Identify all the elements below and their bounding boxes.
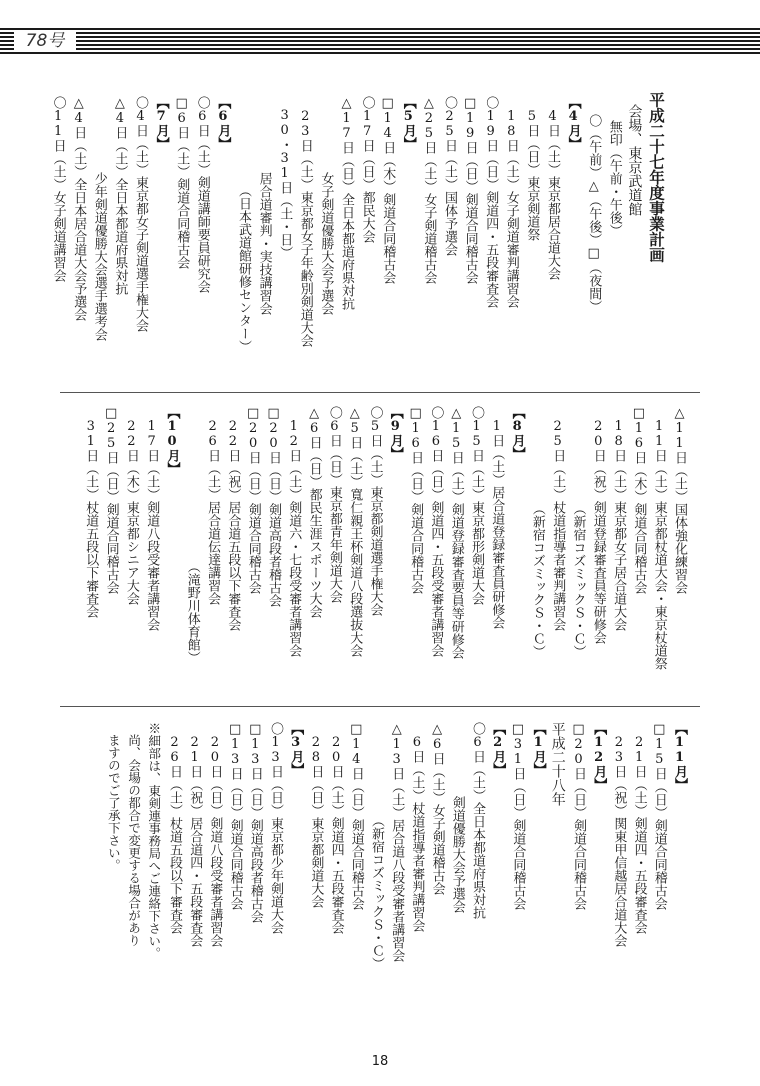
schedule-line: 尚、会場の都合で変更する場合があり: [126, 734, 142, 947]
schedule-line: 11日（土）東京都杖道大会・東京杖道祭: [651, 406, 667, 670]
schedule-line: （新宿コズミックＳ・Ｃ）: [570, 502, 586, 658]
month-heading: 【11月】: [672, 722, 687, 791]
schedule-line: （滝野川体育館）: [184, 560, 200, 664]
schedule-line: □13日（日）剣道合同稽古会: [227, 722, 243, 910]
month-heading: 【5月】: [400, 96, 416, 150]
header-band: [0, 28, 760, 54]
schedule-line: 18日（土）女子剣道審判講習会: [503, 96, 519, 308]
section-divider: [60, 392, 700, 393]
schedule-line: □20日（日）剣道合同稽古会: [571, 722, 586, 910]
schedule-line: △6日（土）女子剣道稽古会: [429, 722, 445, 895]
schedule-line: 〇25日（土）国体予選会: [442, 96, 457, 256]
header-stripe: [0, 28, 760, 30]
schedule-line: 1日（土）居合道登録審査員研修会: [489, 406, 505, 629]
schedule-line: □19日（日）剣道合同稽古会: [462, 96, 478, 284]
month-heading: 【8月】: [509, 406, 525, 460]
schedule-line: 12日（土）剣道六・七段受審者講習会: [286, 406, 302, 657]
schedule-line: 21日（土）剣道四・五段審査会: [631, 722, 647, 934]
schedule-line: △4日（土）全日本居合道大会予選会: [71, 96, 87, 321]
schedule-line: 〇6日（土）剣道講師要員研究会: [194, 96, 210, 293]
schedule-line: 26日（土）居合道伝達講習会: [205, 406, 221, 605]
schedule-line: 20日（日）剣道八段受審者講習会: [207, 722, 223, 947]
schedule-line: 17日（土）剣道八段受審者講習会: [144, 406, 160, 631]
schedule-line: △15日（土）剣道登録審査要員等研修会: [448, 406, 464, 659]
schedule-line: 20日（土）剣道四・五段審査会: [328, 722, 344, 934]
schedule-line: △25日（土）女子剣道稽古会: [421, 96, 437, 284]
schedule-line: 〇5日（土）東京都剣道選手権大会: [367, 406, 383, 616]
month-heading: 【9月】: [387, 406, 403, 460]
schedule-line: 〇（午前）△（午後）□（夜間）: [586, 114, 602, 313]
schedule-line: 28日（日）東京都剣道大会: [308, 722, 324, 908]
schedule-line: 31日（土）杖道五段以下審査会: [83, 406, 99, 618]
schedule-line: ※細部は、東剣連事務局へご連絡下さい。: [146, 722, 162, 960]
schedule-line: □14日（木）剣道合同稽古会: [380, 96, 396, 284]
schedule-line: 少年剣道優勝大会選手選考会: [91, 172, 107, 341]
schedule-line: 23日（祝）関東甲信越居合道大会: [611, 722, 627, 947]
header-stripe: [0, 32, 760, 34]
schedule-line: 会場、東京武道館: [626, 104, 643, 216]
schedule-line: △11日（土）国体強化練習会: [672, 406, 687, 594]
month-heading: 【3月】: [288, 722, 304, 776]
schedule-line: □25日（日）剣道合同稽古会: [103, 406, 119, 594]
schedule-line: 平成二十八年: [549, 722, 566, 806]
schedule-line: 21日（祝）居合道四・五段審査会: [187, 722, 203, 947]
schedule-line: 女子剣道優勝大会予選会: [318, 172, 334, 315]
schedule-line: 〇4日（土）東京都女子剣道選手権大会: [133, 96, 148, 332]
schedule-line: 〇19日（日）剣道四・五段審査会: [483, 96, 499, 308]
schedule-line: △17日（日）全日本都道府県対抗: [339, 96, 354, 310]
schedule-line: 〇13日（日）東京都少年剣道大会: [268, 722, 283, 934]
schedule-line: 18日（土）東京都女子居合道大会: [611, 406, 627, 631]
schedule-line: 無印（午前・午後）: [606, 120, 622, 237]
schedule-line: 剣道優勝大会予選会: [449, 796, 465, 913]
schedule-line: △13日（土）居合道八段受審者講習会: [389, 722, 405, 962]
schedule-line: □16日（日）剣道合同稽古会: [408, 406, 424, 594]
month-heading: 【2月】: [490, 722, 506, 776]
month-heading: 【12月】: [591, 722, 607, 791]
page-number: 18: [371, 1054, 389, 1069]
header-stripe: [0, 52, 760, 54]
month-heading: 【4月】: [565, 96, 581, 150]
schedule-line: □14日（日）剣道合同稽古会: [348, 722, 364, 910]
schedule-line: 23日（土）東京都女子年齢別剣道大会: [297, 96, 313, 347]
schedule-line: 〇11日（土）女子剣道講習会: [50, 96, 66, 282]
schedule-line: □31日（日）剣道合同稽古会: [510, 722, 526, 910]
schedule-line: 26日（土）杖道五段以下審査会: [167, 722, 182, 934]
schedule-line: 〇15日（土）東京都形剣道大会: [469, 406, 484, 605]
schedule-line: 5日（日）東京剣道祭: [524, 96, 540, 241]
month-heading: 【7月】: [153, 96, 169, 150]
page-title: 平成二十七年度事業計画: [647, 92, 666, 263]
schedule-line: ますのでご了承下さい。: [106, 734, 122, 872]
schedule-line: （日本武道館研修センター）: [236, 184, 251, 353]
header-stripe: [0, 44, 760, 46]
header-stripe: [0, 40, 760, 42]
schedule-line: □6日（土）剣道合同稽古会: [174, 96, 190, 269]
schedule-line: 25日（土）杖道指導者審判講習会: [550, 406, 566, 631]
schedule-line: 22日（木）東京都シニア大会: [123, 406, 139, 605]
schedule-line: □20日（日）剣道合同稽古会: [245, 406, 261, 594]
section-divider: [60, 706, 700, 707]
schedule-line: 〇6日（土）全日本都道府県対抗: [470, 722, 485, 919]
schedule-line: 居合道審判・実技講習会: [256, 172, 272, 315]
schedule-line: □15日（日）剣道合同稽古会: [651, 722, 667, 910]
schedule-line: 20日（祝）剣道登録審査員等研修会: [590, 406, 606, 644]
schedule-line: □20日（日）剣道高段者稽古会: [266, 406, 281, 607]
schedule-line: △4日（土）全日本都道府県対抗: [112, 96, 128, 295]
header-stripe: [0, 36, 760, 38]
header-stripe: [0, 48, 760, 50]
schedule-line: 〇16日（日）剣道四・五段受審者講習会: [428, 406, 444, 657]
month-heading: 【1月】: [530, 722, 546, 776]
schedule-line: △6日（日）都民生涯スポーツ大会: [306, 406, 322, 618]
schedule-line: （新宿コズミックＳ・Ｃ）: [369, 814, 384, 970]
schedule-line: 〇17日（日）都民大会: [359, 96, 375, 243]
schedule-line: 22日（祝）居合道五段以下審査会: [225, 406, 241, 631]
schedule-line: □16日（木）剣道合同稽古会: [631, 406, 647, 594]
schedule-line: 6日（土）杖道指導者審判講習会: [409, 722, 425, 932]
schedule-line: △5日（土）寬仁親王杯剣道八段選抜大会: [347, 406, 363, 657]
schedule-line: （新宿コズミックＳ・Ｃ）: [529, 502, 545, 658]
schedule-line: 30・31日（土・日）: [277, 108, 293, 259]
schedule-line: □13日（日）剣道高段者稽古会: [247, 722, 263, 923]
schedule-line: 〇6日（日）東京都青年剣道大会: [326, 406, 342, 603]
month-heading: 【6月】: [215, 96, 231, 150]
schedule-line: 4日（土）東京都居合道大会: [545, 96, 560, 280]
issue-number: 78号: [14, 30, 76, 52]
month-heading: 【10月】: [164, 406, 180, 475]
